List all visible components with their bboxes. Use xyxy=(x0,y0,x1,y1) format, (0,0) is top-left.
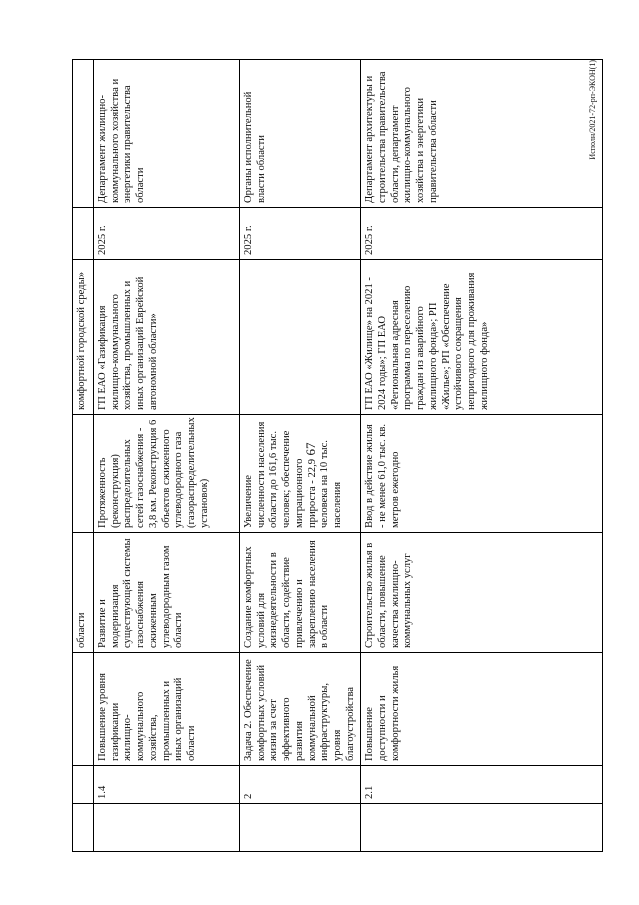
table-cell: ГП ЕАО «Газификация жилищно-коммунального хозяйства, промышленных и иных организаций Еврейской автономной области» xyxy=(94,260,240,415)
table-cell xyxy=(240,804,361,852)
table-cell xyxy=(73,208,94,260)
table-cell: Департамент жилищно-коммунального хозяйства и энергетики правительства области xyxy=(94,60,240,208)
rotated-table-wrapper xyxy=(72,60,599,852)
table-cell: ГП ЕАО «Жилище» на 2021 - 2024 годы»; ГП ЕАО «Региональная адресная программа по переселению граждан из аварийного жилищного фонда»; РП «Жилье»; РП «Обеспечение устойчивого сокращения непригодного для проживания жилищного фонда» xyxy=(361,260,603,415)
page-number: 67 xyxy=(303,442,318,456)
table-cell: Увеличение численности населения области до 161,6 тыс. человек; обеспечение миграционного прироста - 22,9 человека на 10 тыс. населения xyxy=(240,415,361,533)
table-cell xyxy=(94,804,240,852)
table-cell: комфортной городской среды» xyxy=(73,260,94,415)
table-cell xyxy=(240,260,361,415)
table-cell: Задача 2. Обеспечение комфортных условий жизни за счет эффективного развития коммунальной инфраструктуры, уровня благоустройства xyxy=(240,653,361,766)
table-cell: 2025 г. xyxy=(94,208,240,260)
table-cell xyxy=(73,415,94,533)
table-cell: Департамент архитектуры и строительства правительства области, департамент жилищно-коммунального хозяйства и энергетики правительства области xyxy=(361,60,603,208)
table-cell: Протяженность (реконструкция) распределительных сетей газоснабжения - 3,8 км. Реконструкция 6 объектов сжиженного углеводородного газа (газораспределительных установок) xyxy=(94,415,240,533)
table-cell xyxy=(73,766,94,804)
table-cell: Ввод в действие жилья - не менее 61,0 тыс. кв. метров ежегодно xyxy=(361,415,603,533)
plan-table xyxy=(72,59,603,852)
table-cell: Повышение уровня газификации жилищно-коммунального хозяйства, промышленных и иных организаций области xyxy=(94,653,240,766)
table-cell xyxy=(361,804,603,852)
table-row xyxy=(73,60,94,852)
table-cell: Повышение доступности и комфортности жилья xyxy=(361,653,603,766)
table-cell xyxy=(73,60,94,208)
document-code: Исполн/2021-72-рп-ЭКОН(1) xyxy=(588,60,597,160)
table-cell: 2025 г. xyxy=(361,208,603,260)
table-cell: 1.4 xyxy=(94,766,240,804)
table-cell: Строительство жилья в области, повышение качества жилищно-коммунальных услуг xyxy=(361,533,603,653)
table-cell: Органы исполнительной власти области xyxy=(240,60,361,208)
table-cell: 2 xyxy=(240,766,361,804)
table-cell: 2025 г. xyxy=(240,208,361,260)
table-cell: Создание комфортных условий для жизнедеятельности в области, содействие привлечению и закреплению населения в области xyxy=(240,533,361,653)
table-row xyxy=(94,60,240,852)
table-row xyxy=(240,60,361,852)
table-cell xyxy=(73,653,94,766)
table-cell: Развитие и модернизация существующей системы газоснабжения сжиженным углеводородным газом области xyxy=(94,533,240,653)
table-row xyxy=(361,60,603,852)
table-cell xyxy=(73,804,94,852)
table-cell: 2.1 xyxy=(361,766,603,804)
table-cell: области xyxy=(73,533,94,653)
